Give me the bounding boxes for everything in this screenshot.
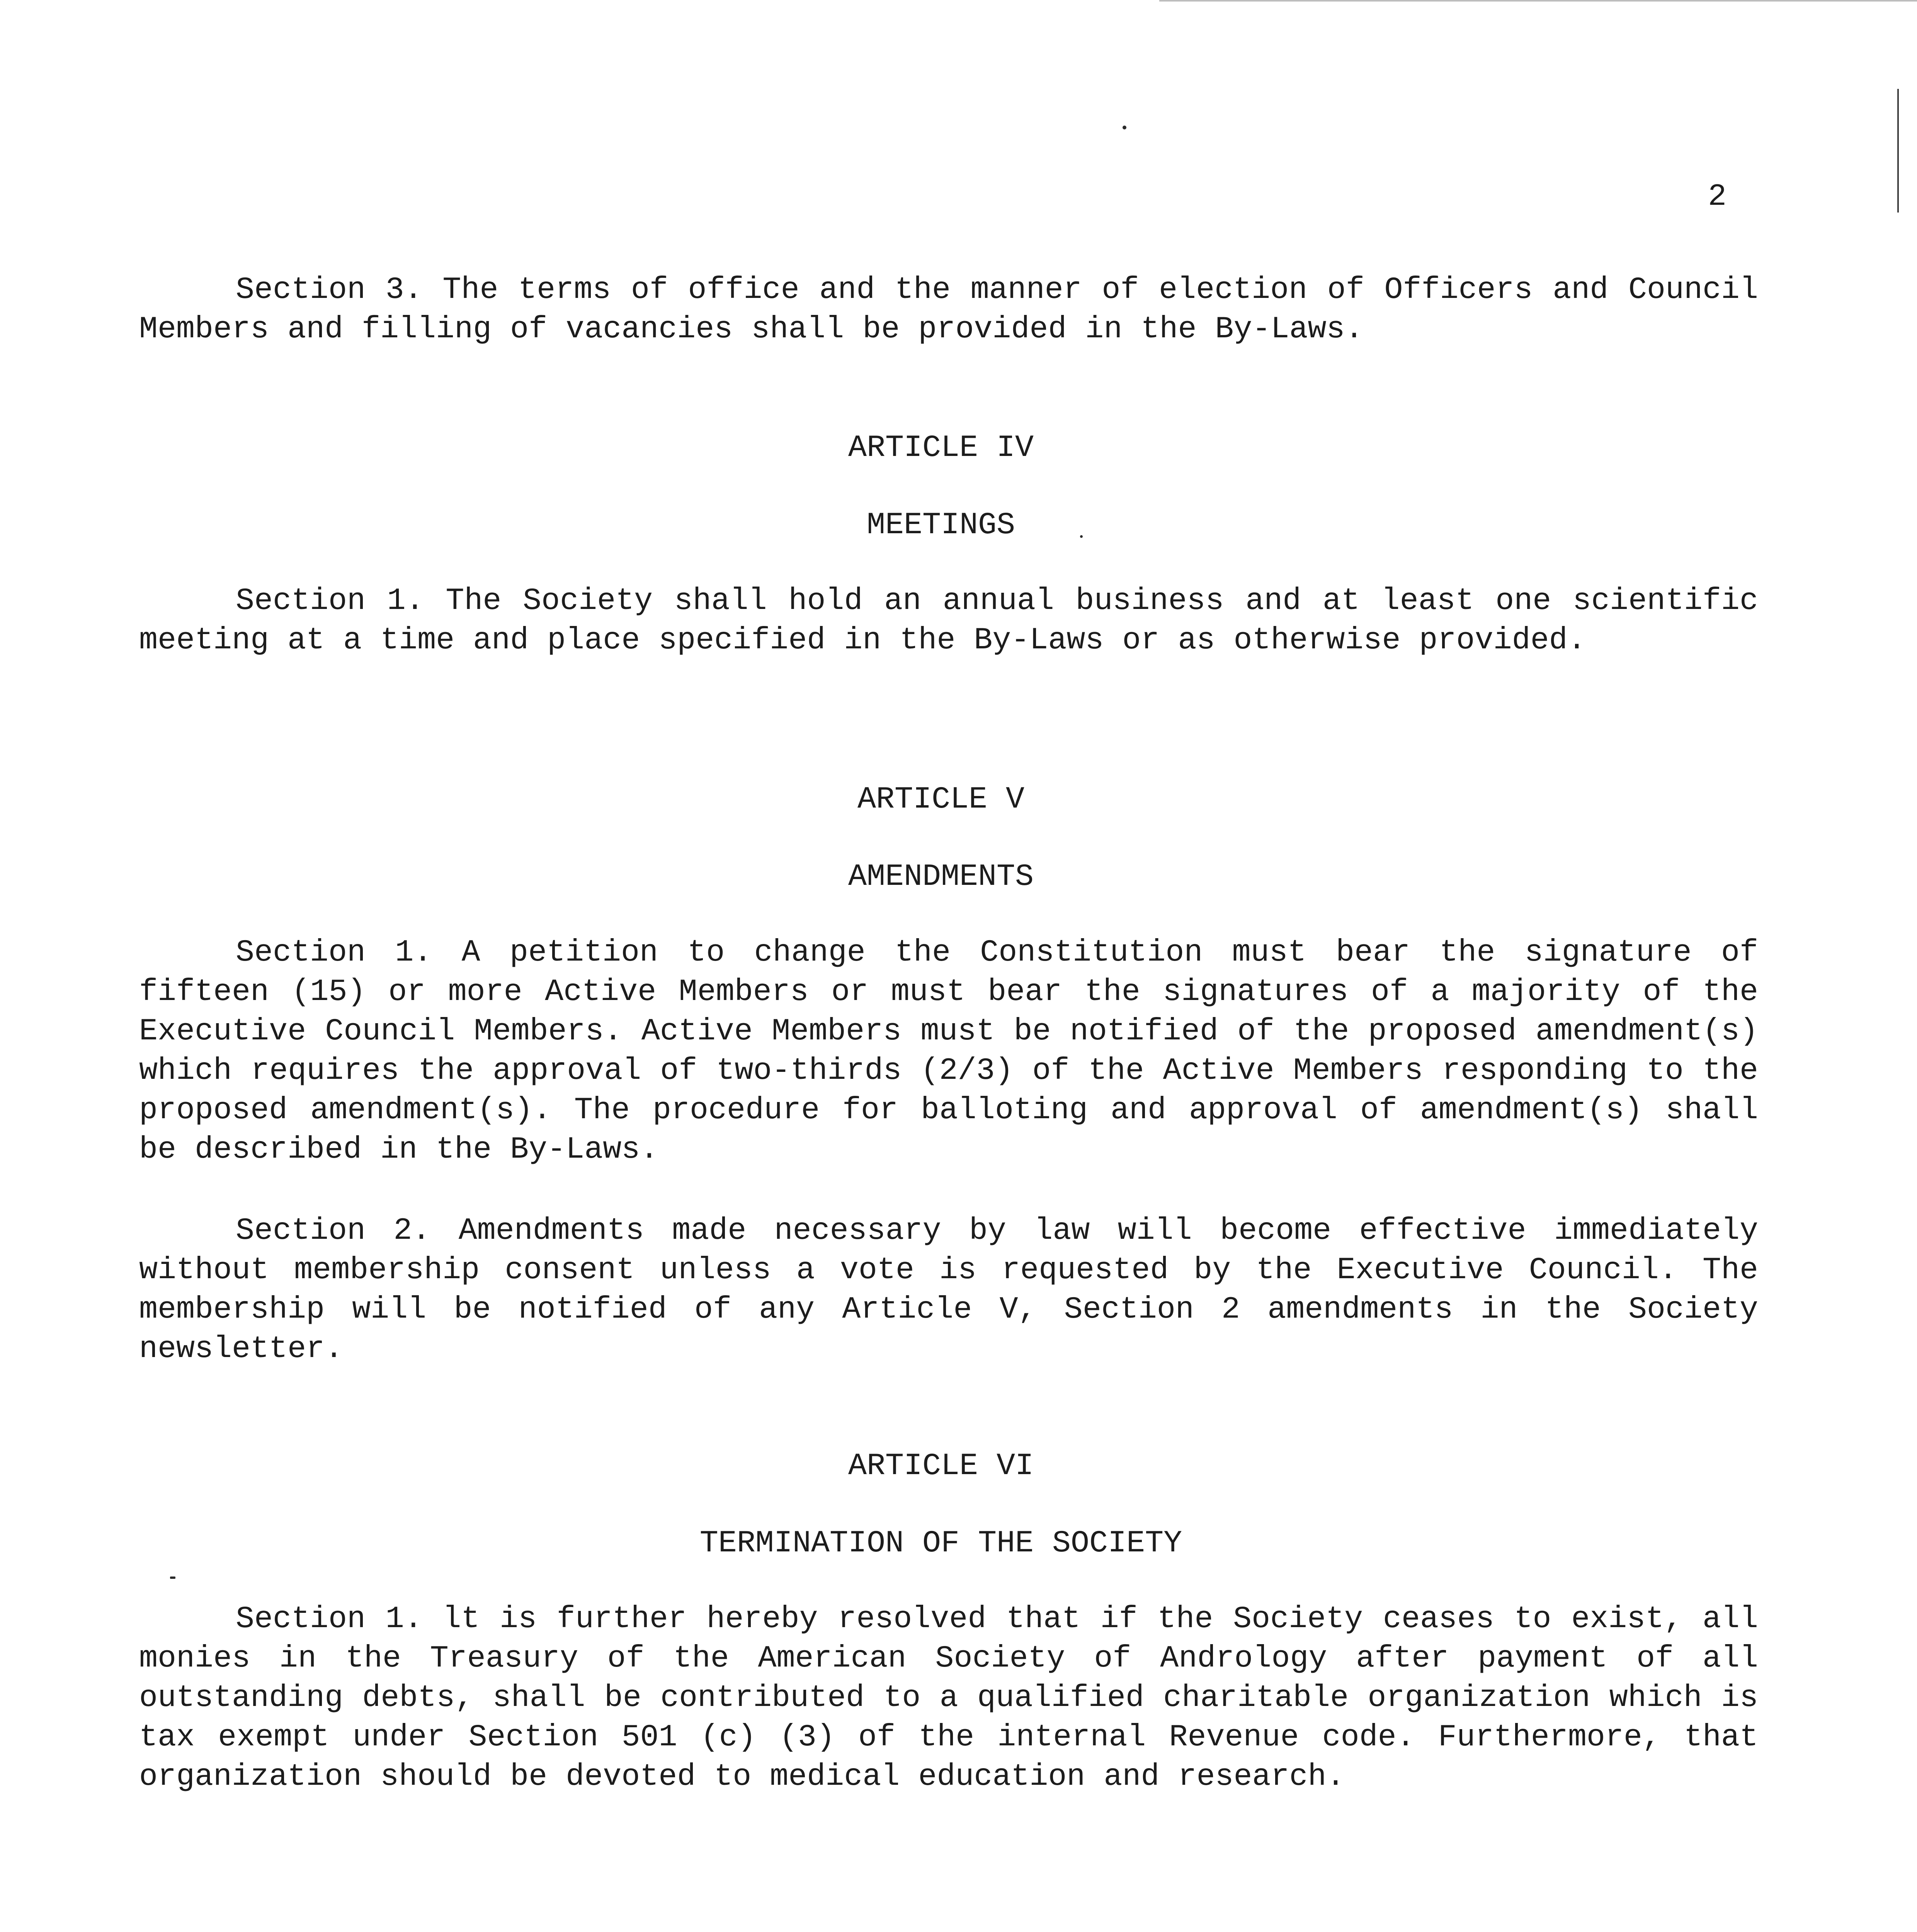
article-6-title: ARTICLE VI (848, 1449, 1034, 1484)
scan-speck (1123, 126, 1126, 129)
article-6-subtitle: TERMINATION OF THE SOCIETY (699, 1526, 1182, 1561)
scan-edge-line (1159, 0, 1917, 2)
article-4-title: ARTICLE IV (848, 430, 1034, 466)
article-5-section-2 (139, 1211, 1758, 1369)
page-number: 2 (1708, 179, 1727, 214)
paragraph-text: Section 1. lt is further hereby resolved that if the Society ceases to exist, all monies in the Treasury of the American Society of Andrology after payment of all outstanding debts, shall be contributed to a qualified charitable organization which is tax exempt under Section 501 (c) (3) of the internal Revenue code. Furthermore, that organization should be devoted to medical education and research. (139, 1602, 1758, 1794)
article-3-section-3 (139, 270, 1758, 349)
scan-edge-line (1897, 89, 1899, 213)
article-4-section-1 (139, 582, 1758, 660)
article-5-section-1 (139, 933, 1758, 1170)
paragraph-text: Section 1. A petition to change the Constitution must bear the signature of fifteen (15) or more Active Members or must bear the signatures of a majority of the Executive Council Members. Active Members must be notified of the proposed amendment(s) which requires the approval of two-thirds (2/3) of the Active Members responding to the proposed amendment(s). The procedure for balloting and approval of amendment(s) shall be described in the By-Laws. (139, 935, 1758, 1167)
paragraph-text: Section 1. The Society shall hold an annual business and at least one scientific meeting at a time and place specified in the By-Laws or as otherwise provided. (139, 583, 1758, 658)
article-5-subtitle: AMENDMENTS (848, 859, 1034, 895)
scan-speck (170, 1577, 175, 1579)
article-4-subtitle: MEETINGS (866, 508, 1015, 543)
article-5-title: ARTICLE V (857, 782, 1025, 817)
article-6-section-1 (139, 1600, 1758, 1797)
paragraph-text: Section 2. Amendments made necessary by law will become effective immediately without membership consent unless a vote is requested by the Executive Council. The membership will be notified of any Article V, Section 2 amendments in the Society newsletter. (139, 1213, 1758, 1367)
paragraph-text: Section 3. The terms of office and the manner of election of Officers and Council Members and filling of vacancies shall be provided in the By-Laws. (139, 272, 1758, 347)
